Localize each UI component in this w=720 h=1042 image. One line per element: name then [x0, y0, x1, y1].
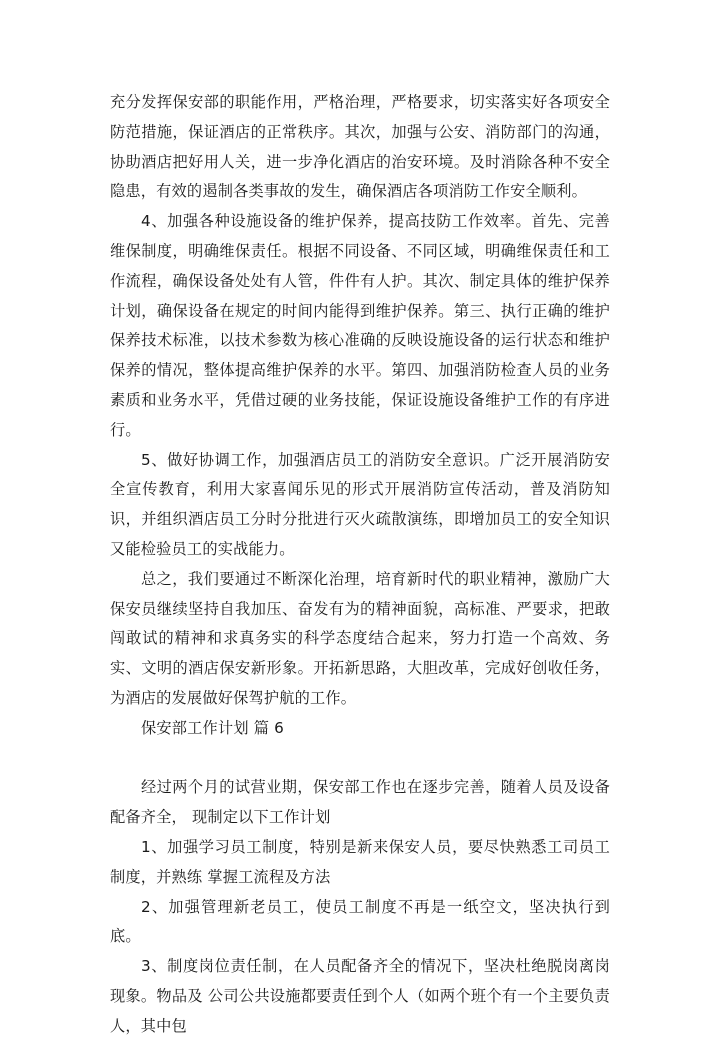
body-paragraph-5: 经过两个月的试营业期，保安部工作也在逐步完善，随着人员及设备配备齐全， 现制定以下工作计划 [110, 778, 610, 827]
body-paragraph-7: 2、加强管理新老员工，使员工制度不再是一纸空文，坚决执行到底。 [110, 897, 610, 946]
body-paragraph-6: 1、加强学习员工制度，特别是新来保安人员，要尽快熟悉工司员工制度，并熟练 掌握工流程及方法 [110, 837, 610, 886]
body-paragraph-8: 3、制度岗位责任制，在人员配备齐全的情况下，坚决杜绝脱岗离岗现象。物品及 公司公共设施都要责任到个人（如两个班个有一个主要负责人，其中包 [110, 957, 610, 1035]
section-heading: 保安部工作计划 篇 6 [141, 718, 285, 737]
body-paragraph-1: 充分发挥保安部的职能作用，严格治理，严格要求，切实落实好各项安全防范措施，保证酒店的正常秩序。其次，加强与公安、消防部门的沟通，协助酒店把好用人关，进一步净化酒店的治安环境。及时消除各种不安全隐患，有效的遏制各类事故的发生，确保酒店各项消防工作安全顺利。 [110, 93, 610, 201]
blank-line [110, 744, 610, 774]
body-paragraph-4: 总之，我们要通过不断深化治理，培育新时代的职业精神，激励广大保安员继续坚持自我加压、奋发有为的精神面貌，高标准、严要求，把敢闯敢试的精神和求真务实的科学态度结合起来，努力打造一个高效、务实、文明的酒店保安新形象。开拓新思路，大胆改革，完成好创收任务，为酒店的发展做好保驾护航的工作。 [110, 569, 610, 707]
document-page [110, 88, 610, 1042]
body-paragraph-3: 5、做好协调工作，加强酒店员工的消防安全意识。广泛开展消防安全宣传教育，利用大家喜闻乐见的形式开展消防宣传活动，普及消防知识，并组织酒店员工分时分批进行灭火疏散演练，即增加员工的安全知识又能检验员工的实战能力。 [110, 450, 610, 558]
body-paragraph-2: 4、加强各种设施设备的维护保养，提高技防工作效率。首先、完善维保制度，明确维保责任。根据不同设备、不同区域，明确维保责任和工作流程，确保设备处处有人管，件件有人护。其次、制定具体的维护保养计划，确保设备在规定的时间内能得到维护保养。第三、执行正确的维护保养技术标准，以技术参数为核心准确的反映设施设备的运行状态和维护保养的情况，整体提高维护保养的水平。第四、加强消防检查人员的业务素质和业务水平，凭借过硬的业务技能，保证设施设备维护工作的有序进行。 [110, 212, 610, 439]
